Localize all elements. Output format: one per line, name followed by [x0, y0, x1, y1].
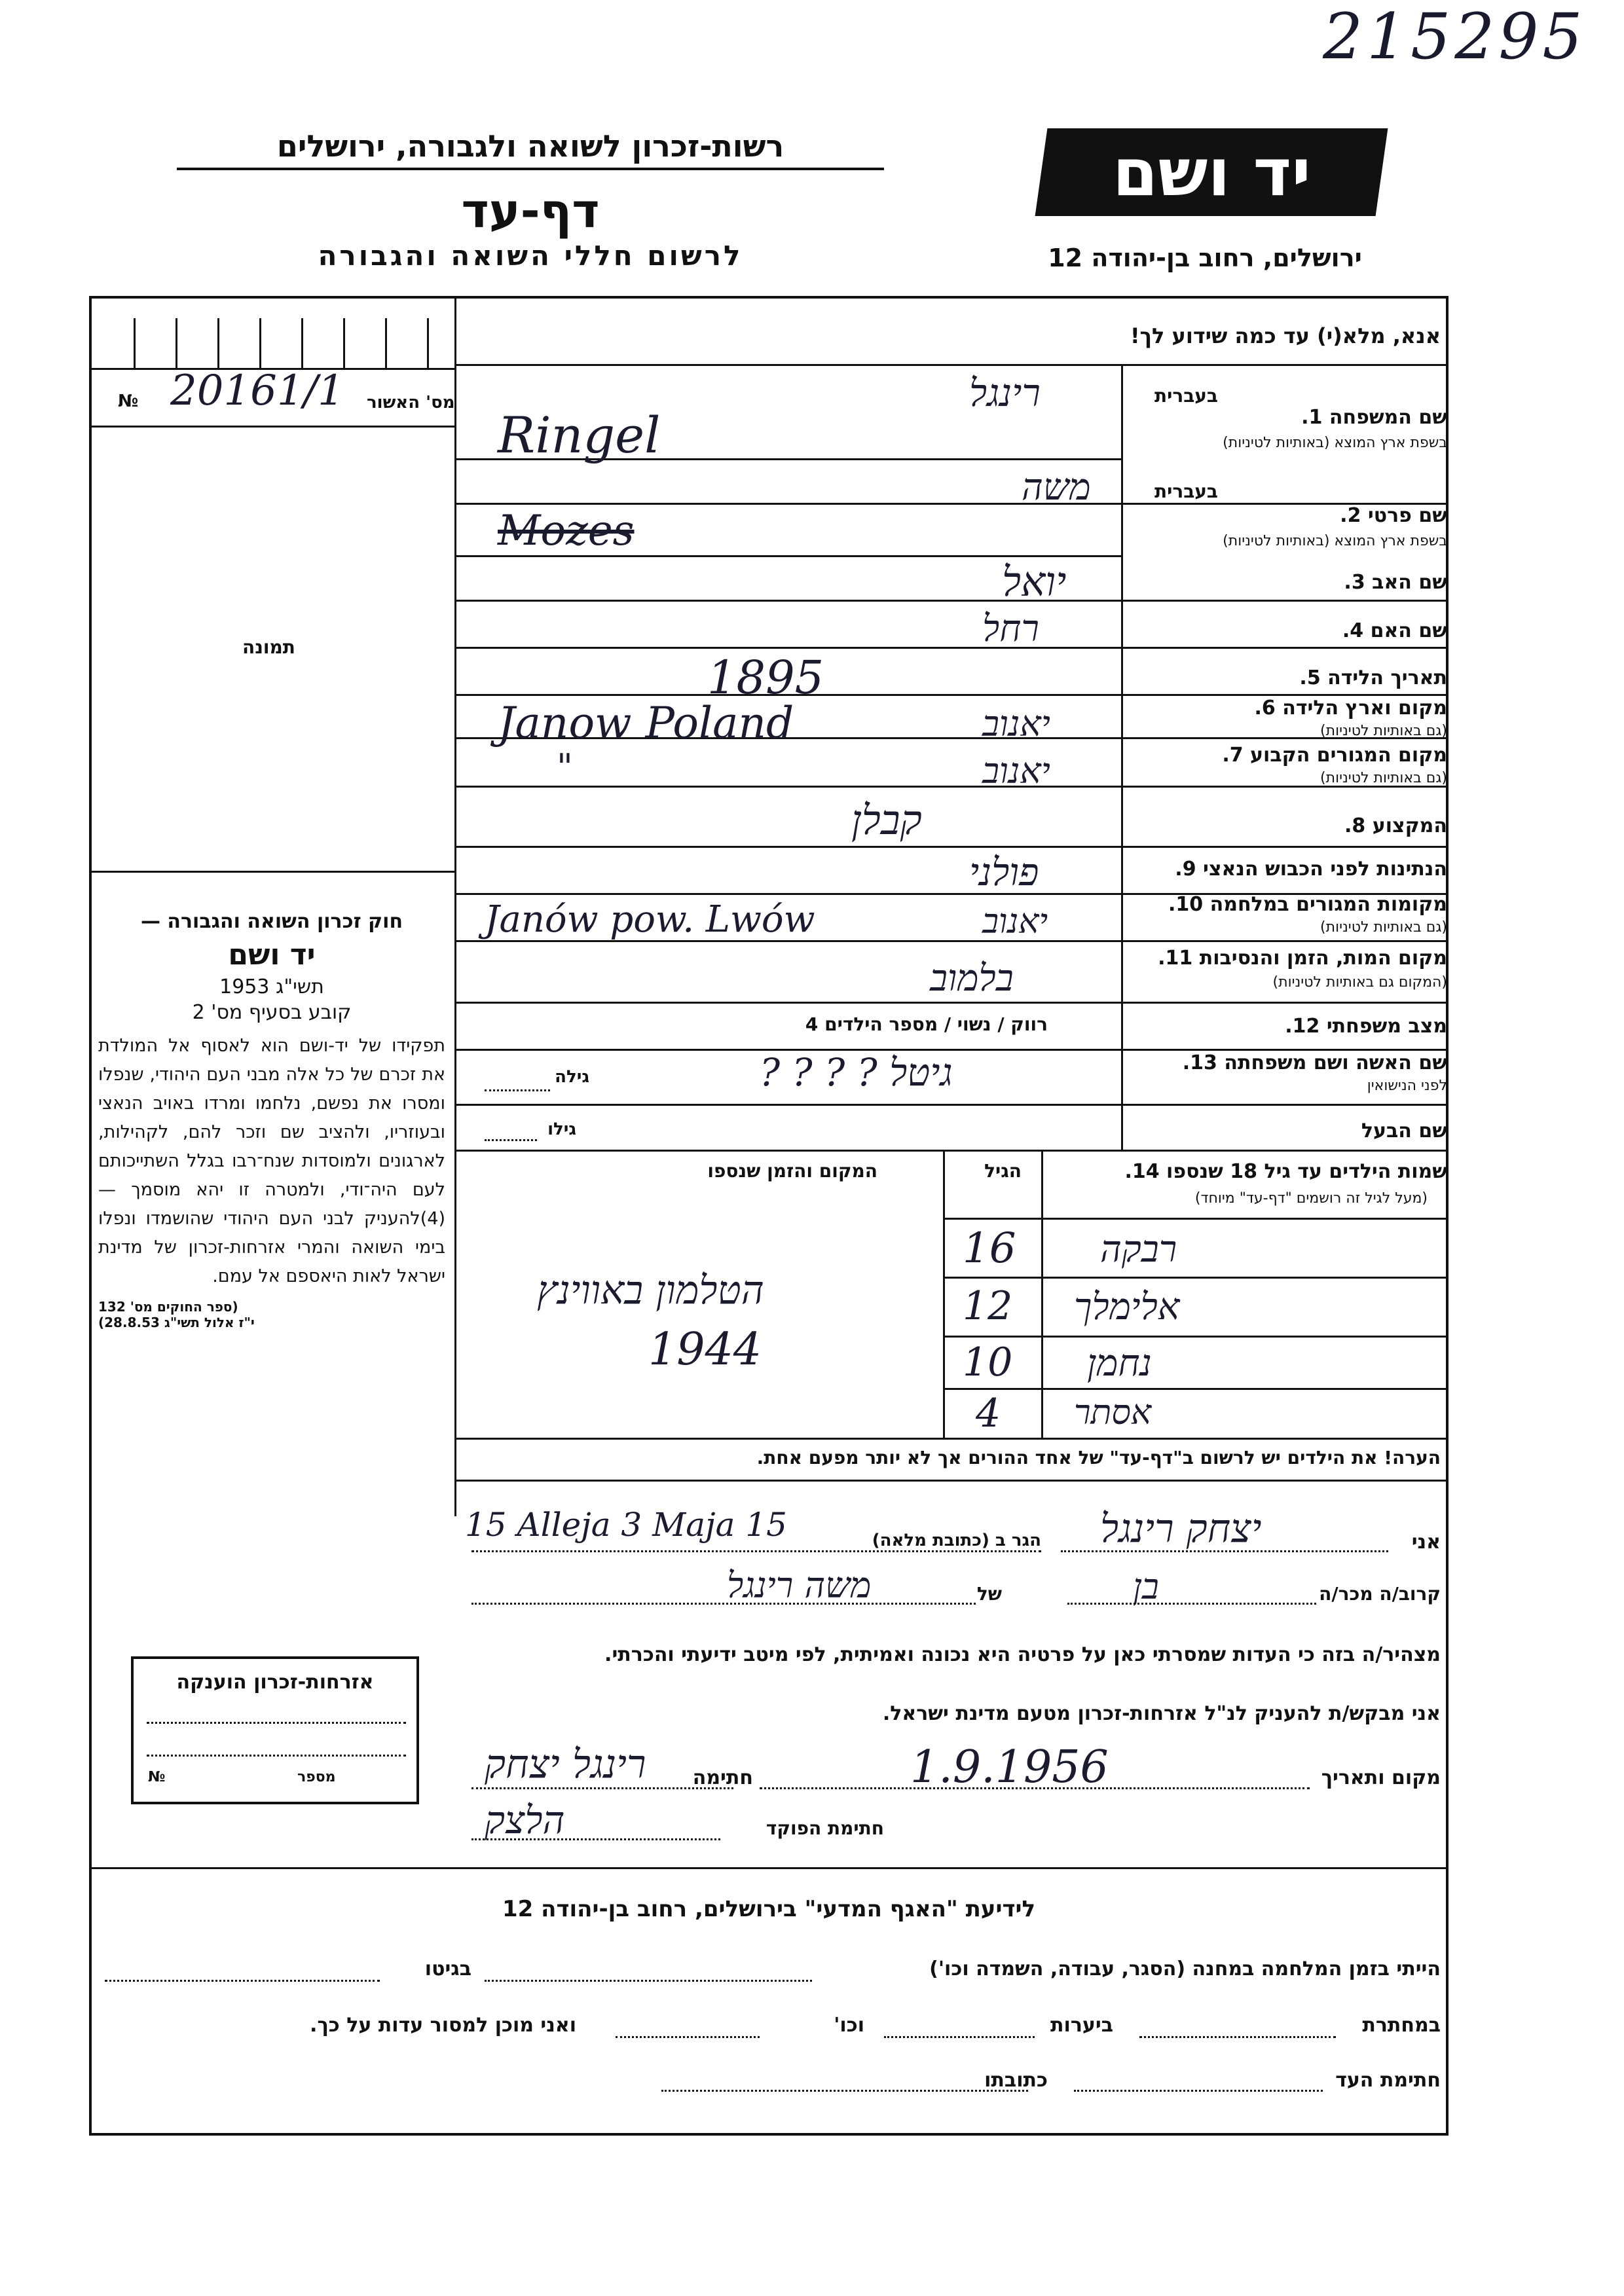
logo-text: יד ושם [1112, 134, 1311, 211]
footer-witness-sign: חתימת העד [1335, 2069, 1441, 2092]
label-children: שמות הילדים עד גיל 18 שנספו 14. [1124, 1160, 1447, 1183]
label-address: הגר ב (כתובת מלאה) [872, 1531, 1041, 1550]
value-death: בלמוב [930, 957, 1014, 1000]
value-birth-place: Janow Poland [498, 698, 794, 748]
value-residence: " [557, 746, 573, 788]
child-name: אסתר [1074, 1393, 1152, 1432]
label-father: שם האב 3. [1344, 571, 1447, 594]
value-declarant-address: 15 Alleja 3 Maja 15 [465, 1506, 787, 1544]
child-name: נחמן [1087, 1342, 1152, 1385]
value-war-residence-heb: יאנוב [982, 902, 1048, 941]
value-birth-date: 1895 [707, 651, 824, 704]
declarant-signature: רינגל יצחק [485, 1741, 646, 1787]
label-birth-date: תאריך הלידה 5. [1299, 666, 1447, 689]
footer-underground: במחתרת [1362, 2014, 1441, 2037]
certificate-number-label: מספר [297, 1769, 336, 1785]
sub-wife: לפני הנישואין [1367, 1078, 1447, 1094]
label-death: מקום המות, הזמן והנסיבות 11. [1158, 947, 1447, 970]
officer-signature: הלצק [485, 1798, 565, 1842]
request-text: אני מבקש/ת להעניק לנ"ל אזרחות-זכרון מטעם מדינת ישראל. [882, 1702, 1441, 1725]
org-name: רשות-זכרון לשואה ולגבורה, ירושלים [177, 128, 884, 170]
certificate-no: № [148, 1769, 166, 1785]
footer-title: לידיעת "האגף המדעי" בירושלים, רחוב בן-יהודה 12 [502, 1896, 1036, 1922]
footer-address: כתובתו [984, 2069, 1048, 2092]
certificate-title: אזרחות-זכרון הוענקה [176, 1671, 374, 1694]
label-place-date: מקום ותאריך [1321, 1766, 1441, 1789]
value-first-name-heb: משה [1022, 466, 1091, 509]
label-marital: מצב משפחתי 12. [1285, 1015, 1447, 1038]
value-date: 1.9.1956 [910, 1741, 1109, 1793]
form-subtitle: לרשום חללי השואה והגבורה [318, 240, 743, 272]
value-father: יואל [1002, 558, 1067, 606]
hebrew-tag-2: בעברית [1154, 481, 1218, 502]
footer-testify: ואני מוכן למסור עדות על כך. [310, 2014, 576, 2037]
law-clause: קובע בסעיף מס' 2 [192, 1001, 352, 1024]
reg-boxes [92, 299, 454, 368]
footer-camp: הייתי בזמן המלחמה במחנה (הסגר, עבודה, השמדה וכו') [929, 1958, 1441, 1980]
label-nationality: הנתינות לפני הכבוש הנאצי 9. [1175, 858, 1447, 881]
value-family-name-lat: Ringel [498, 406, 661, 464]
label-officer: חתימת הפוקד [766, 1817, 884, 1839]
child-age: 4 [976, 1391, 1001, 1436]
note-text: הערה! את הילדים יש לרשום ב"דף-עד" של אחד ההורים אך לא יותר מפעם אחת. [756, 1447, 1441, 1468]
value-residence-heb: יאנוב [982, 750, 1050, 792]
hebrew-tag-1: בעברית [1154, 385, 1218, 407]
label-signature: חתימה [692, 1766, 753, 1789]
law-body: תפקידו של יד-ושם הוא לאסוף אל המולדת את זכרם של כל אלה מבני העם היהודי, שנפלו ומסרו את נפשם, נלחמו ומרדו באויב הנאצי ובעוזריו, ולהציב שם וזכר להם, לקהילות, לארגונים ולמוסדות שנח־רבו בגלל השתייכותם לעם היה־ודי, ולמטרה זו יהא מוסמך — (4)להעניק לבני העם היהודי שהושמדו ונפלו בימי השואה והמרי אזרחות-זכרון של מדינת ישראל לאות היאספם אל עמם. [98, 1036, 445, 1286]
sub-residence: (גם באותיות לטיניות) [1320, 770, 1447, 786]
photo-label: תמונה [242, 636, 295, 658]
certificate-box [131, 1656, 419, 1804]
sub-death: (המקום גם באותיות לטיניות) [1272, 974, 1447, 991]
footer-forests: ביערות [1050, 2014, 1113, 2037]
col-age: הגיל [984, 1160, 1022, 1182]
label-wife-age: גילה [555, 1067, 589, 1087]
value-marital: רווק / נשוי / מספר הילדים 4 [805, 1013, 1048, 1035]
children-death-year: 1944 [648, 1324, 762, 1376]
label-husband: שם הבעל [1361, 1120, 1447, 1142]
value-of-name: משה רינגל [727, 1565, 872, 1606]
reg-value: 20161/1 [170, 367, 344, 415]
archive-number: 215295 [1323, 0, 1587, 73]
child-age: 12 [963, 1283, 1013, 1329]
law-title: חוק זכרון השואה והגבורה — [140, 910, 403, 933]
law-box [98, 910, 445, 1330]
declaration-text: מצהיר/ה בזה כי העדות שמסרתי כאן על פרטיה היא נכונה ואמיתית, לפי מיטב ידיעתי והכרתי. [604, 1643, 1441, 1666]
label-of: של [976, 1583, 1002, 1605]
value-birth-place-heb: יאנוב [982, 703, 1050, 744]
law-name: יד ושם [228, 938, 316, 972]
children-death-place: הטלמון באווינץ [537, 1267, 764, 1313]
label-war-residence: מקומות המגורים במלחמה 10. [1168, 893, 1447, 916]
value-relation: בן [1133, 1566, 1159, 1607]
reg-no-sign: № [118, 392, 139, 411]
value-mother: רחל [982, 608, 1039, 650]
child-name: רבקה [1100, 1228, 1177, 1271]
law-year: תשי"ג 1953 [219, 975, 324, 998]
label-family-name: שם המשפחה 1. [1301, 406, 1447, 429]
value-nationality: פולני [969, 850, 1039, 894]
label-i: אני [1411, 1531, 1441, 1554]
footer-etc: וכו' [834, 2014, 864, 2037]
sub-war-residence: (גם באותיות לטיניות) [1320, 919, 1447, 936]
col-place: המקום והזמן שנספו [707, 1160, 877, 1182]
form-title: דף-עד [461, 183, 600, 238]
sub-first-name: בשפת ארץ המוצא (באותיות לטיניות) [1223, 533, 1447, 549]
child-age: 16 [963, 1224, 1016, 1273]
label-residence: מקום המגורים הקבוע 7. [1222, 744, 1447, 767]
sub-family-name: בשפת ארץ המוצא (באותיות לטיניות) [1223, 435, 1447, 451]
value-wife: גיטל ? ? ? ? [760, 1050, 953, 1095]
label-birth-place: מקום וארץ הלידה 6. [1254, 697, 1447, 720]
intro-text: אנא, מלא(י) עד כמה שידוע לך! [1130, 323, 1441, 348]
value-occupation: קבלן [851, 796, 922, 844]
label-wife: שם האשה ושם משפחתה 13. [1182, 1051, 1447, 1074]
sub-birth-place: (גם באותיות לטיניות) [1320, 723, 1447, 739]
yad-vashem-logo [1035, 128, 1388, 216]
law-source-2: י"ז אלול תשי"ג 28.8.53) [98, 1315, 255, 1330]
label-first-name: שם פרטי 2. [1340, 504, 1447, 527]
address: ירושלים, רחוב בן-יהודה 12 [1048, 244, 1362, 272]
law-source-1: (ספר החוקים מס' 132 [98, 1299, 238, 1315]
label-occupation: המקצוע 8. [1344, 814, 1447, 837]
value-first-name-lat: Mozes [498, 507, 635, 555]
value-war-residence: Janów pow. Lwów [485, 898, 815, 941]
value-family-name-heb: רינגל [969, 371, 1041, 415]
label-relation: קרוב/ה מכר/ה [1319, 1583, 1441, 1605]
label-husband-age: גילו [547, 1120, 576, 1139]
reg-label: מס' האשור [367, 393, 455, 412]
value-declarant-name: יצחק רינגל [1100, 1506, 1262, 1552]
label-mother: שם האם 4. [1342, 619, 1447, 642]
child-name: אלימלך [1074, 1286, 1180, 1328]
child-age: 10 [963, 1339, 1013, 1385]
footer-ghetto: בגיטו [424, 1958, 471, 1980]
sub-children: (מעל לגיל זה רושמים "דף-עד" מיוחד) [1194, 1190, 1428, 1207]
